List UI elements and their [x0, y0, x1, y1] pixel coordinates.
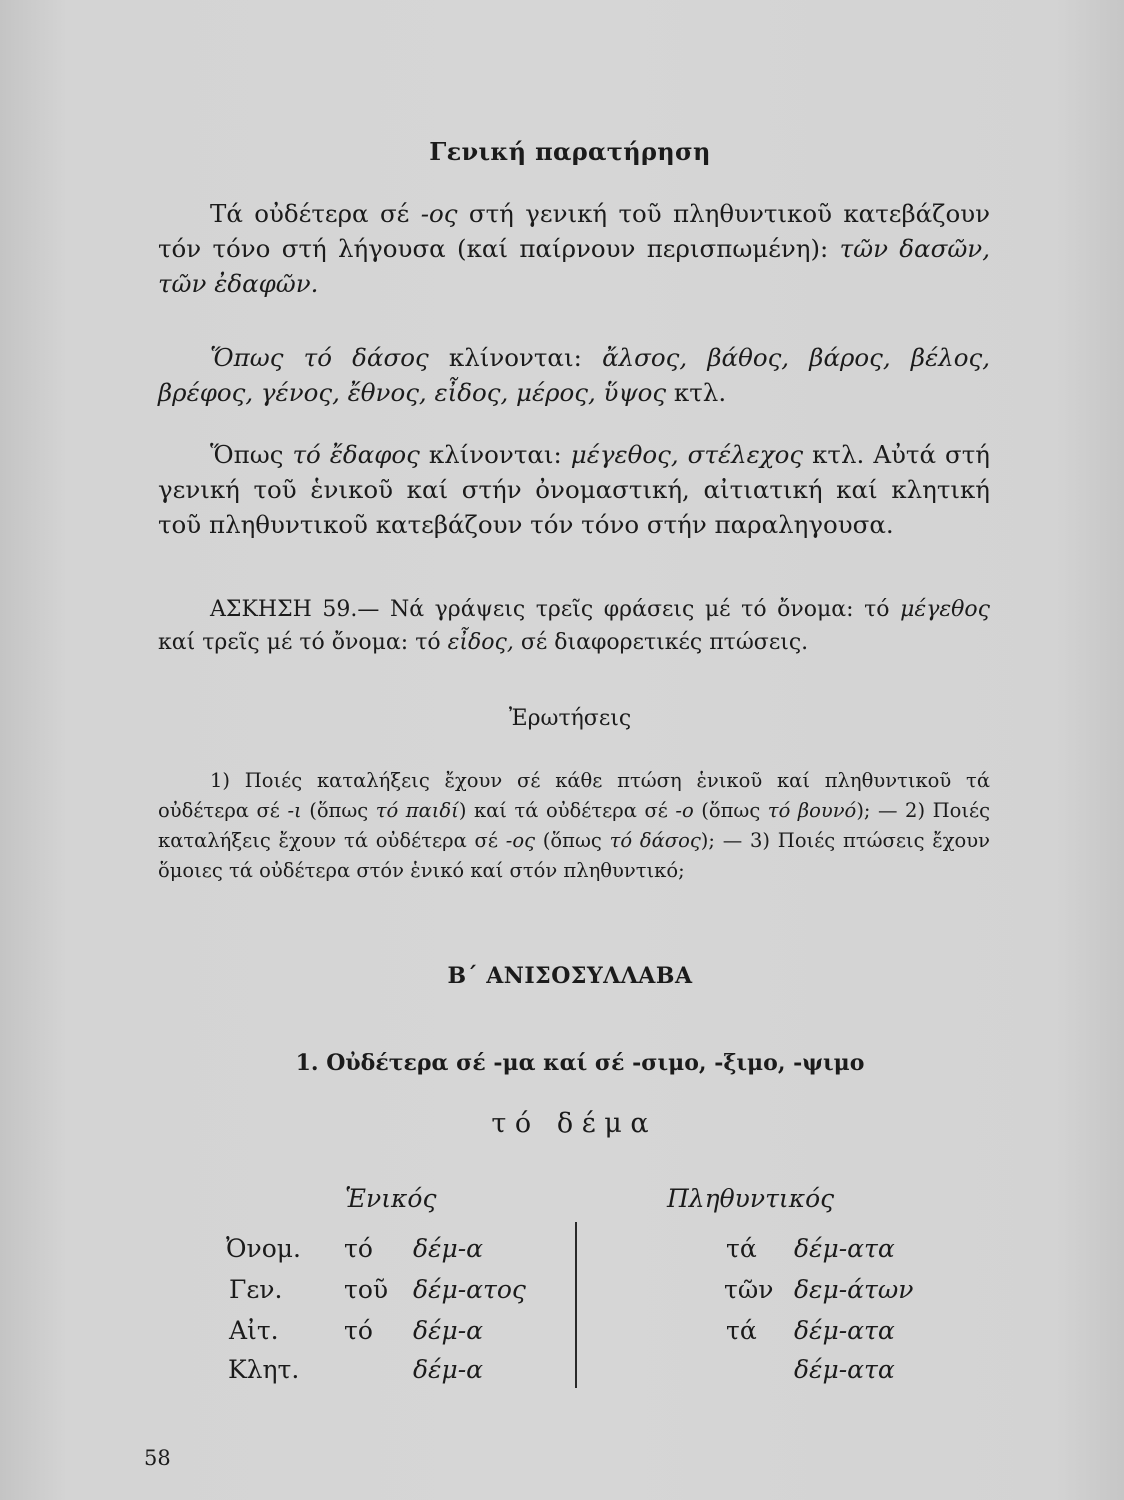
- paradigm-word: τ ό δ έ μ α: [491, 1108, 649, 1139]
- q-part: ) καί τά οὐδέτερα σέ: [458, 799, 676, 822]
- q-part: (ὅπως: [693, 799, 768, 822]
- exercise-text2: καί τρεῖς μέ τό ὄνομα: τό: [158, 630, 448, 655]
- case-label: Γεν.: [229, 1275, 283, 1304]
- q-part: τό δάσος: [609, 829, 701, 852]
- exercise-text3: σέ διαφορετικές πτώσεις.: [513, 630, 809, 655]
- section-title: Γενική παρατήρηση: [429, 137, 711, 166]
- q-part: τό παιδί: [375, 799, 459, 822]
- q-part: ); — 2) Ποιές καταλήξεις ἔχουν τά οὐδέτερα σέ: [158, 799, 990, 852]
- sg-form: δέμ-α: [413, 1355, 484, 1384]
- sg-article: τό: [344, 1316, 373, 1345]
- section-b-heading: Β΄ ΑΝΙΣΟΣΥΛΛΑΒΑ: [447, 963, 693, 989]
- para3-text2: κλίνονται:: [419, 440, 571, 469]
- para1-text: Τά οὐδέτερα σέ: [210, 199, 421, 228]
- para2-words: ἄλσος, βάθος, βάρος, βέλος, βρέφος, γένος, ἔθνος, εἶδος, μέρος, ὕψος: [158, 343, 990, 407]
- q-part: -ο: [675, 799, 694, 822]
- q-part: 1) Ποιές καταλήξεις ἔχουν σέ κάθε πτώση ἑνικοῦ καί πληθυντικοῦ τά οὐδέτερα σέ: [158, 769, 990, 822]
- sg-form: δέμ-ατος: [413, 1275, 526, 1304]
- subsection-heading: 1. Οὐδέτερα σέ -μα καί σέ -σιμο, -ξιμο, -ψιμο: [295, 1050, 865, 1076]
- paragraph-genitive-rule: [158, 196, 990, 301]
- pl-form: δέμ-ατα: [794, 1355, 895, 1384]
- para3-lead: τό ἔδαφος: [292, 440, 420, 469]
- q-part: (ὅπως: [535, 829, 610, 852]
- para3-tail: κτλ. Αὐτά στή γενική τοῦ ἑνικοῦ καί στήν ὀνομαστική, αἰτιατική καί κλητική τοῦ πληθυντικοῦ κατεβάζουν τόν τόνο στήν παραληγουσα.: [158, 440, 990, 539]
- table-divider: [575, 1222, 577, 1388]
- exercise-label: ΑΣΚΗΣΗ 59.: [210, 597, 358, 622]
- exercise-word1: μέγεθος: [900, 597, 990, 622]
- sg-article: τό: [344, 1234, 373, 1263]
- pl-article: τά: [726, 1316, 757, 1345]
- paragraph-dasos-group: [158, 340, 990, 410]
- q-part: (ὅπως: [301, 799, 376, 822]
- para1-ending: -ος: [420, 199, 458, 228]
- exercise-59: [158, 593, 990, 659]
- exercise-word2: εἶδος,: [447, 630, 514, 655]
- questions-heading: Ἐρωτήσεις: [508, 706, 632, 731]
- para1-text2: στή γενική τοῦ πληθυντικοῦ κατεβάζουν τόν τόνο στή λήγουσα (καί παίρνουν περισπωμένη):: [158, 199, 991, 263]
- sg-form: δέμ-α: [413, 1316, 484, 1345]
- q-part: τό βουνό: [767, 799, 857, 822]
- q-part: ); — 3) Ποιές πτώσεις ἔχουν ὅμοιες τά οὐδέτερα στόν ἑνικό καί στόν πληθυντικό;: [158, 829, 991, 882]
- case-label: Αἰτ.: [229, 1316, 279, 1345]
- pl-form: δέμ-ατα: [794, 1234, 895, 1263]
- questions-text: [158, 766, 990, 886]
- para2-tail: κτλ.: [666, 378, 727, 407]
- exercise-text: — Νά γράψεις τρεῖς φράσεις μέ τό ὄνομα: τό: [357, 597, 901, 622]
- pl-form: δέμ-ατα: [794, 1316, 895, 1345]
- singular-header: Ἑνικός: [345, 1184, 437, 1213]
- plural-header: Πληθυντικός: [667, 1184, 835, 1213]
- pl-article: τῶν: [724, 1275, 774, 1304]
- para2-lead: Ὅπως τό δάσος: [210, 343, 429, 372]
- q-part: -ι: [287, 799, 302, 822]
- pl-article: τά: [726, 1234, 757, 1263]
- para3-words: μέγεθος, στέλεχος: [570, 440, 804, 469]
- para3-text: Ὅπως: [210, 440, 293, 469]
- q-part: -ος: [505, 829, 535, 852]
- case-label: Κλητ.: [228, 1355, 300, 1384]
- para2-text: κλίνονται:: [428, 343, 603, 372]
- sg-form: δέμ-α: [413, 1234, 484, 1263]
- para1-examples: τῶν δασῶν, τῶν ἐδαφῶν.: [158, 234, 990, 298]
- paragraph-edafos-group: [158, 437, 990, 542]
- pl-form: δεμ-άτων: [794, 1275, 914, 1304]
- page-number: 58: [144, 1446, 171, 1470]
- case-label: Ὀνομ.: [226, 1234, 301, 1263]
- sg-article: τοῦ: [344, 1275, 389, 1304]
